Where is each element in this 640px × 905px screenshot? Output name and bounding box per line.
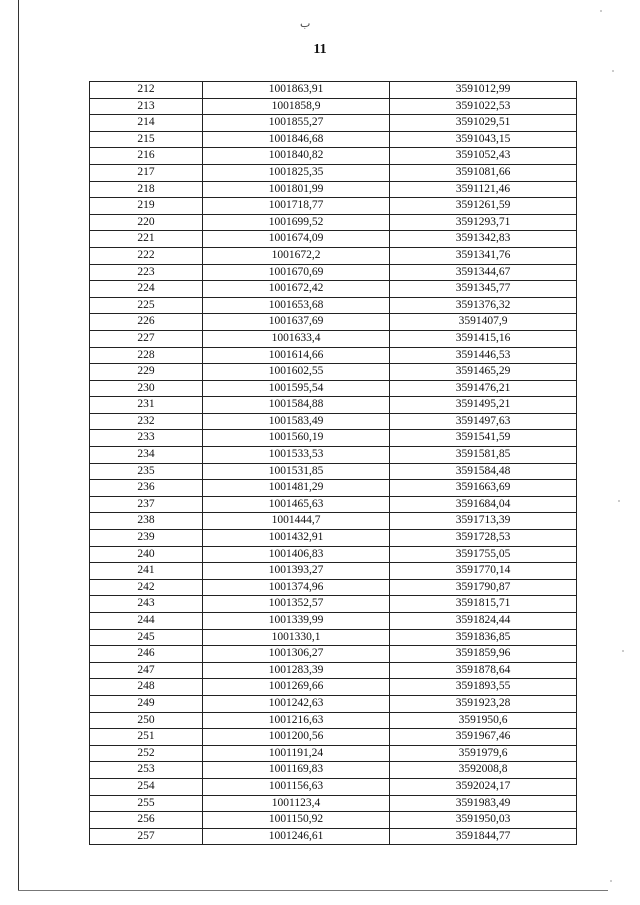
- table-row: [90, 148, 577, 165]
- y-coordinate-cell: 3591815,71: [390, 596, 577, 613]
- point-number-cell: 235: [90, 463, 203, 480]
- x-coordinate-cell: 1001216,63: [203, 712, 390, 729]
- y-coordinate-cell: 3591728,53: [390, 530, 577, 547]
- table-row: [90, 231, 577, 248]
- y-coordinate-cell: 3591950,6: [390, 712, 577, 729]
- y-coordinate-cell: 3591878,64: [390, 662, 577, 679]
- table-row: [90, 380, 577, 397]
- x-coordinate-cell: 1001432,91: [203, 530, 390, 547]
- y-coordinate-cell: 3591293,71: [390, 214, 577, 231]
- x-coordinate-cell: 1001123,4: [203, 795, 390, 812]
- point-number-cell: 218: [90, 181, 203, 198]
- point-number-cell: 217: [90, 164, 203, 181]
- x-coordinate-cell: 1001306,27: [203, 646, 390, 663]
- table-row: [90, 646, 577, 663]
- point-number-cell: 241: [90, 563, 203, 580]
- y-coordinate-cell: 3591541,59: [390, 430, 577, 447]
- point-number-cell: 242: [90, 579, 203, 596]
- table-row: [90, 131, 577, 148]
- x-coordinate-cell: 1001637,69: [203, 314, 390, 331]
- x-coordinate-cell: 1001169,83: [203, 762, 390, 779]
- x-coordinate-cell: 1001246,61: [203, 828, 390, 845]
- table-row: [90, 463, 577, 480]
- page-left-border: [18, 0, 19, 890]
- y-coordinate-cell: 3591950,03: [390, 812, 577, 829]
- table-row: [90, 98, 577, 115]
- table-row: [90, 745, 577, 762]
- point-number-cell: 255: [90, 795, 203, 812]
- point-number-cell: 247: [90, 662, 203, 679]
- table-row: [90, 297, 577, 314]
- x-coordinate-cell: 1001595,54: [203, 380, 390, 397]
- y-coordinate-cell: 3591663,69: [390, 480, 577, 497]
- table-row: [90, 347, 577, 364]
- x-coordinate-cell: 1001242,63: [203, 695, 390, 712]
- x-coordinate-cell: 1001283,39: [203, 662, 390, 679]
- x-coordinate-cell: 1001863,91: [203, 82, 390, 99]
- x-coordinate-cell: 1001846,68: [203, 131, 390, 148]
- y-coordinate-cell: 3591923,28: [390, 695, 577, 712]
- point-number-cell: 239: [90, 530, 203, 547]
- x-coordinate-cell: 1001670,69: [203, 264, 390, 281]
- table-row: [90, 629, 577, 646]
- point-number-cell: 230: [90, 380, 203, 397]
- y-coordinate-cell: 3591836,85: [390, 629, 577, 646]
- point-number-cell: 244: [90, 613, 203, 630]
- table-row: [90, 828, 577, 845]
- y-coordinate-cell: 3591755,05: [390, 546, 577, 563]
- point-number-cell: 225: [90, 297, 203, 314]
- y-coordinate-cell: 3591342,83: [390, 231, 577, 248]
- x-coordinate-cell: 1001584,88: [203, 397, 390, 414]
- y-coordinate-cell: 3591052,43: [390, 148, 577, 165]
- y-coordinate-cell: 3591446,53: [390, 347, 577, 364]
- x-coordinate-cell: 1001330,1: [203, 629, 390, 646]
- table-row: [90, 314, 577, 331]
- header-mark: ب: [300, 18, 311, 30]
- table-row: [90, 264, 577, 281]
- scan-speck: [612, 70, 614, 72]
- point-number-cell: 215: [90, 131, 203, 148]
- point-number-cell: 221: [90, 231, 203, 248]
- table-row: [90, 729, 577, 746]
- x-coordinate-cell: 1001531,85: [203, 463, 390, 480]
- point-number-cell: 237: [90, 496, 203, 513]
- table-row: [90, 480, 577, 497]
- table-row: [90, 281, 577, 298]
- y-coordinate-cell: 3591859,96: [390, 646, 577, 663]
- point-number-cell: 219: [90, 198, 203, 215]
- table-row: [90, 530, 577, 547]
- y-coordinate-cell: 3591043,15: [390, 131, 577, 148]
- point-number-cell: 224: [90, 281, 203, 298]
- y-coordinate-cell: 3592024,17: [390, 778, 577, 795]
- x-coordinate-cell: 1001156,63: [203, 778, 390, 795]
- table-row: [90, 330, 577, 347]
- point-number-cell: 226: [90, 314, 203, 331]
- x-coordinate-cell: 1001858,9: [203, 98, 390, 115]
- table-row: [90, 579, 577, 596]
- y-coordinate-cell: 3591022,53: [390, 98, 577, 115]
- scan-speck: [610, 880, 612, 882]
- table-row: [90, 546, 577, 563]
- x-coordinate-cell: 1001339,99: [203, 613, 390, 630]
- point-number-cell: 214: [90, 115, 203, 132]
- x-coordinate-cell: 1001840,82: [203, 148, 390, 165]
- table-row: [90, 447, 577, 464]
- table-row: [90, 247, 577, 264]
- scan-speck: [600, 10, 602, 12]
- y-coordinate-cell: 3591713,39: [390, 513, 577, 530]
- x-coordinate-cell: 1001352,57: [203, 596, 390, 613]
- table-row: [90, 795, 577, 812]
- x-coordinate-cell: 1001855,27: [203, 115, 390, 132]
- table-row: [90, 214, 577, 231]
- point-number-cell: 213: [90, 98, 203, 115]
- point-number-cell: 232: [90, 413, 203, 430]
- y-coordinate-cell: 3591012,99: [390, 82, 577, 99]
- x-coordinate-cell: 1001150,92: [203, 812, 390, 829]
- y-coordinate-cell: 3591495,21: [390, 397, 577, 414]
- point-number-cell: 256: [90, 812, 203, 829]
- scan-speck: [622, 650, 624, 652]
- x-coordinate-cell: 1001269,66: [203, 679, 390, 696]
- y-coordinate-cell: 3591376,32: [390, 297, 577, 314]
- y-coordinate-cell: 3591584,48: [390, 463, 577, 480]
- point-number-cell: 238: [90, 513, 203, 530]
- coordinates-table: [89, 81, 577, 845]
- point-number-cell: 227: [90, 330, 203, 347]
- point-number-cell: 233: [90, 430, 203, 447]
- point-number-cell: 250: [90, 712, 203, 729]
- point-number-cell: 252: [90, 745, 203, 762]
- page-number: 11: [313, 42, 327, 57]
- x-coordinate-cell: 1001465,63: [203, 496, 390, 513]
- point-number-cell: 222: [90, 247, 203, 264]
- x-coordinate-cell: 1001191,24: [203, 745, 390, 762]
- y-coordinate-cell: 3591581,85: [390, 447, 577, 464]
- point-number-cell: 245: [90, 629, 203, 646]
- y-coordinate-cell: 3591770,14: [390, 563, 577, 580]
- table-row: [90, 413, 577, 430]
- x-coordinate-cell: 1001560,19: [203, 430, 390, 447]
- table-row: [90, 364, 577, 381]
- point-number-cell: 234: [90, 447, 203, 464]
- x-coordinate-cell: 1001672,42: [203, 281, 390, 298]
- y-coordinate-cell: 3591497,63: [390, 413, 577, 430]
- x-coordinate-cell: 1001200,56: [203, 729, 390, 746]
- x-coordinate-cell: 1001699,52: [203, 214, 390, 231]
- y-coordinate-cell: 3591344,67: [390, 264, 577, 281]
- table-row: [90, 613, 577, 630]
- x-coordinate-cell: 1001672,2: [203, 247, 390, 264]
- y-coordinate-cell: 3591967,46: [390, 729, 577, 746]
- y-coordinate-cell: 3591341,76: [390, 247, 577, 264]
- x-coordinate-cell: 1001801,99: [203, 181, 390, 198]
- table-row: [90, 778, 577, 795]
- table-row: [90, 662, 577, 679]
- table-row: [90, 679, 577, 696]
- y-coordinate-cell: 3591345,77: [390, 281, 577, 298]
- point-number-cell: 249: [90, 695, 203, 712]
- y-coordinate-cell: 3591261,59: [390, 198, 577, 215]
- y-coordinate-cell: 3591407,9: [390, 314, 577, 331]
- x-coordinate-cell: 1001406,83: [203, 546, 390, 563]
- table-row: [90, 115, 577, 132]
- point-number-cell: 243: [90, 596, 203, 613]
- y-coordinate-cell: 3591415,16: [390, 330, 577, 347]
- y-coordinate-cell: 3591893,55: [390, 679, 577, 696]
- point-number-cell: 251: [90, 729, 203, 746]
- x-coordinate-cell: 1001393,27: [203, 563, 390, 580]
- point-number-cell: 254: [90, 778, 203, 795]
- x-coordinate-cell: 1001825,35: [203, 164, 390, 181]
- x-coordinate-cell: 1001374,96: [203, 579, 390, 596]
- y-coordinate-cell: 3591684,04: [390, 496, 577, 513]
- table-row: [90, 695, 577, 712]
- point-number-cell: 212: [90, 82, 203, 99]
- x-coordinate-cell: 1001444,7: [203, 513, 390, 530]
- y-coordinate-cell: 3591790,87: [390, 579, 577, 596]
- y-coordinate-cell: 3591476,21: [390, 380, 577, 397]
- table-row: [90, 513, 577, 530]
- table-row: [90, 430, 577, 447]
- coordinates-table-body: [90, 82, 577, 845]
- y-coordinate-cell: 3591844,77: [390, 828, 577, 845]
- y-coordinate-cell: 3591824,44: [390, 613, 577, 630]
- x-coordinate-cell: 1001481,29: [203, 480, 390, 497]
- table-row: [90, 397, 577, 414]
- point-number-cell: 240: [90, 546, 203, 563]
- y-coordinate-cell: 3591465,29: [390, 364, 577, 381]
- point-number-cell: 248: [90, 679, 203, 696]
- y-coordinate-cell: 3591983,49: [390, 795, 577, 812]
- table-row: [90, 198, 577, 215]
- point-number-cell: 236: [90, 480, 203, 497]
- point-number-cell: 246: [90, 646, 203, 663]
- y-coordinate-cell: 3592008,8: [390, 762, 577, 779]
- scan-speck: [618, 500, 620, 502]
- table-row: [90, 762, 577, 779]
- table-row: [90, 812, 577, 829]
- point-number-cell: 257: [90, 828, 203, 845]
- y-coordinate-cell: 3591979,6: [390, 745, 577, 762]
- x-coordinate-cell: 1001674,09: [203, 231, 390, 248]
- x-coordinate-cell: 1001583,49: [203, 413, 390, 430]
- y-coordinate-cell: 3591081,66: [390, 164, 577, 181]
- x-coordinate-cell: 1001633,4: [203, 330, 390, 347]
- table-row: [90, 496, 577, 513]
- point-number-cell: 216: [90, 148, 203, 165]
- table-row: [90, 181, 577, 198]
- point-number-cell: 231: [90, 397, 203, 414]
- point-number-cell: 223: [90, 264, 203, 281]
- table-row: [90, 596, 577, 613]
- page-bottom-border: [18, 890, 608, 891]
- point-number-cell: 228: [90, 347, 203, 364]
- x-coordinate-cell: 1001533,53: [203, 447, 390, 464]
- x-coordinate-cell: 1001718,77: [203, 198, 390, 215]
- table-row: [90, 82, 577, 99]
- point-number-cell: 253: [90, 762, 203, 779]
- y-coordinate-cell: 3591121,46: [390, 181, 577, 198]
- table-row: [90, 164, 577, 181]
- point-number-cell: 229: [90, 364, 203, 381]
- point-number-cell: 220: [90, 214, 203, 231]
- x-coordinate-cell: 1001602,55: [203, 364, 390, 381]
- x-coordinate-cell: 1001614,66: [203, 347, 390, 364]
- x-coordinate-cell: 1001653,68: [203, 297, 390, 314]
- table-row: [90, 712, 577, 729]
- table-row: [90, 563, 577, 580]
- y-coordinate-cell: 3591029,51: [390, 115, 577, 132]
